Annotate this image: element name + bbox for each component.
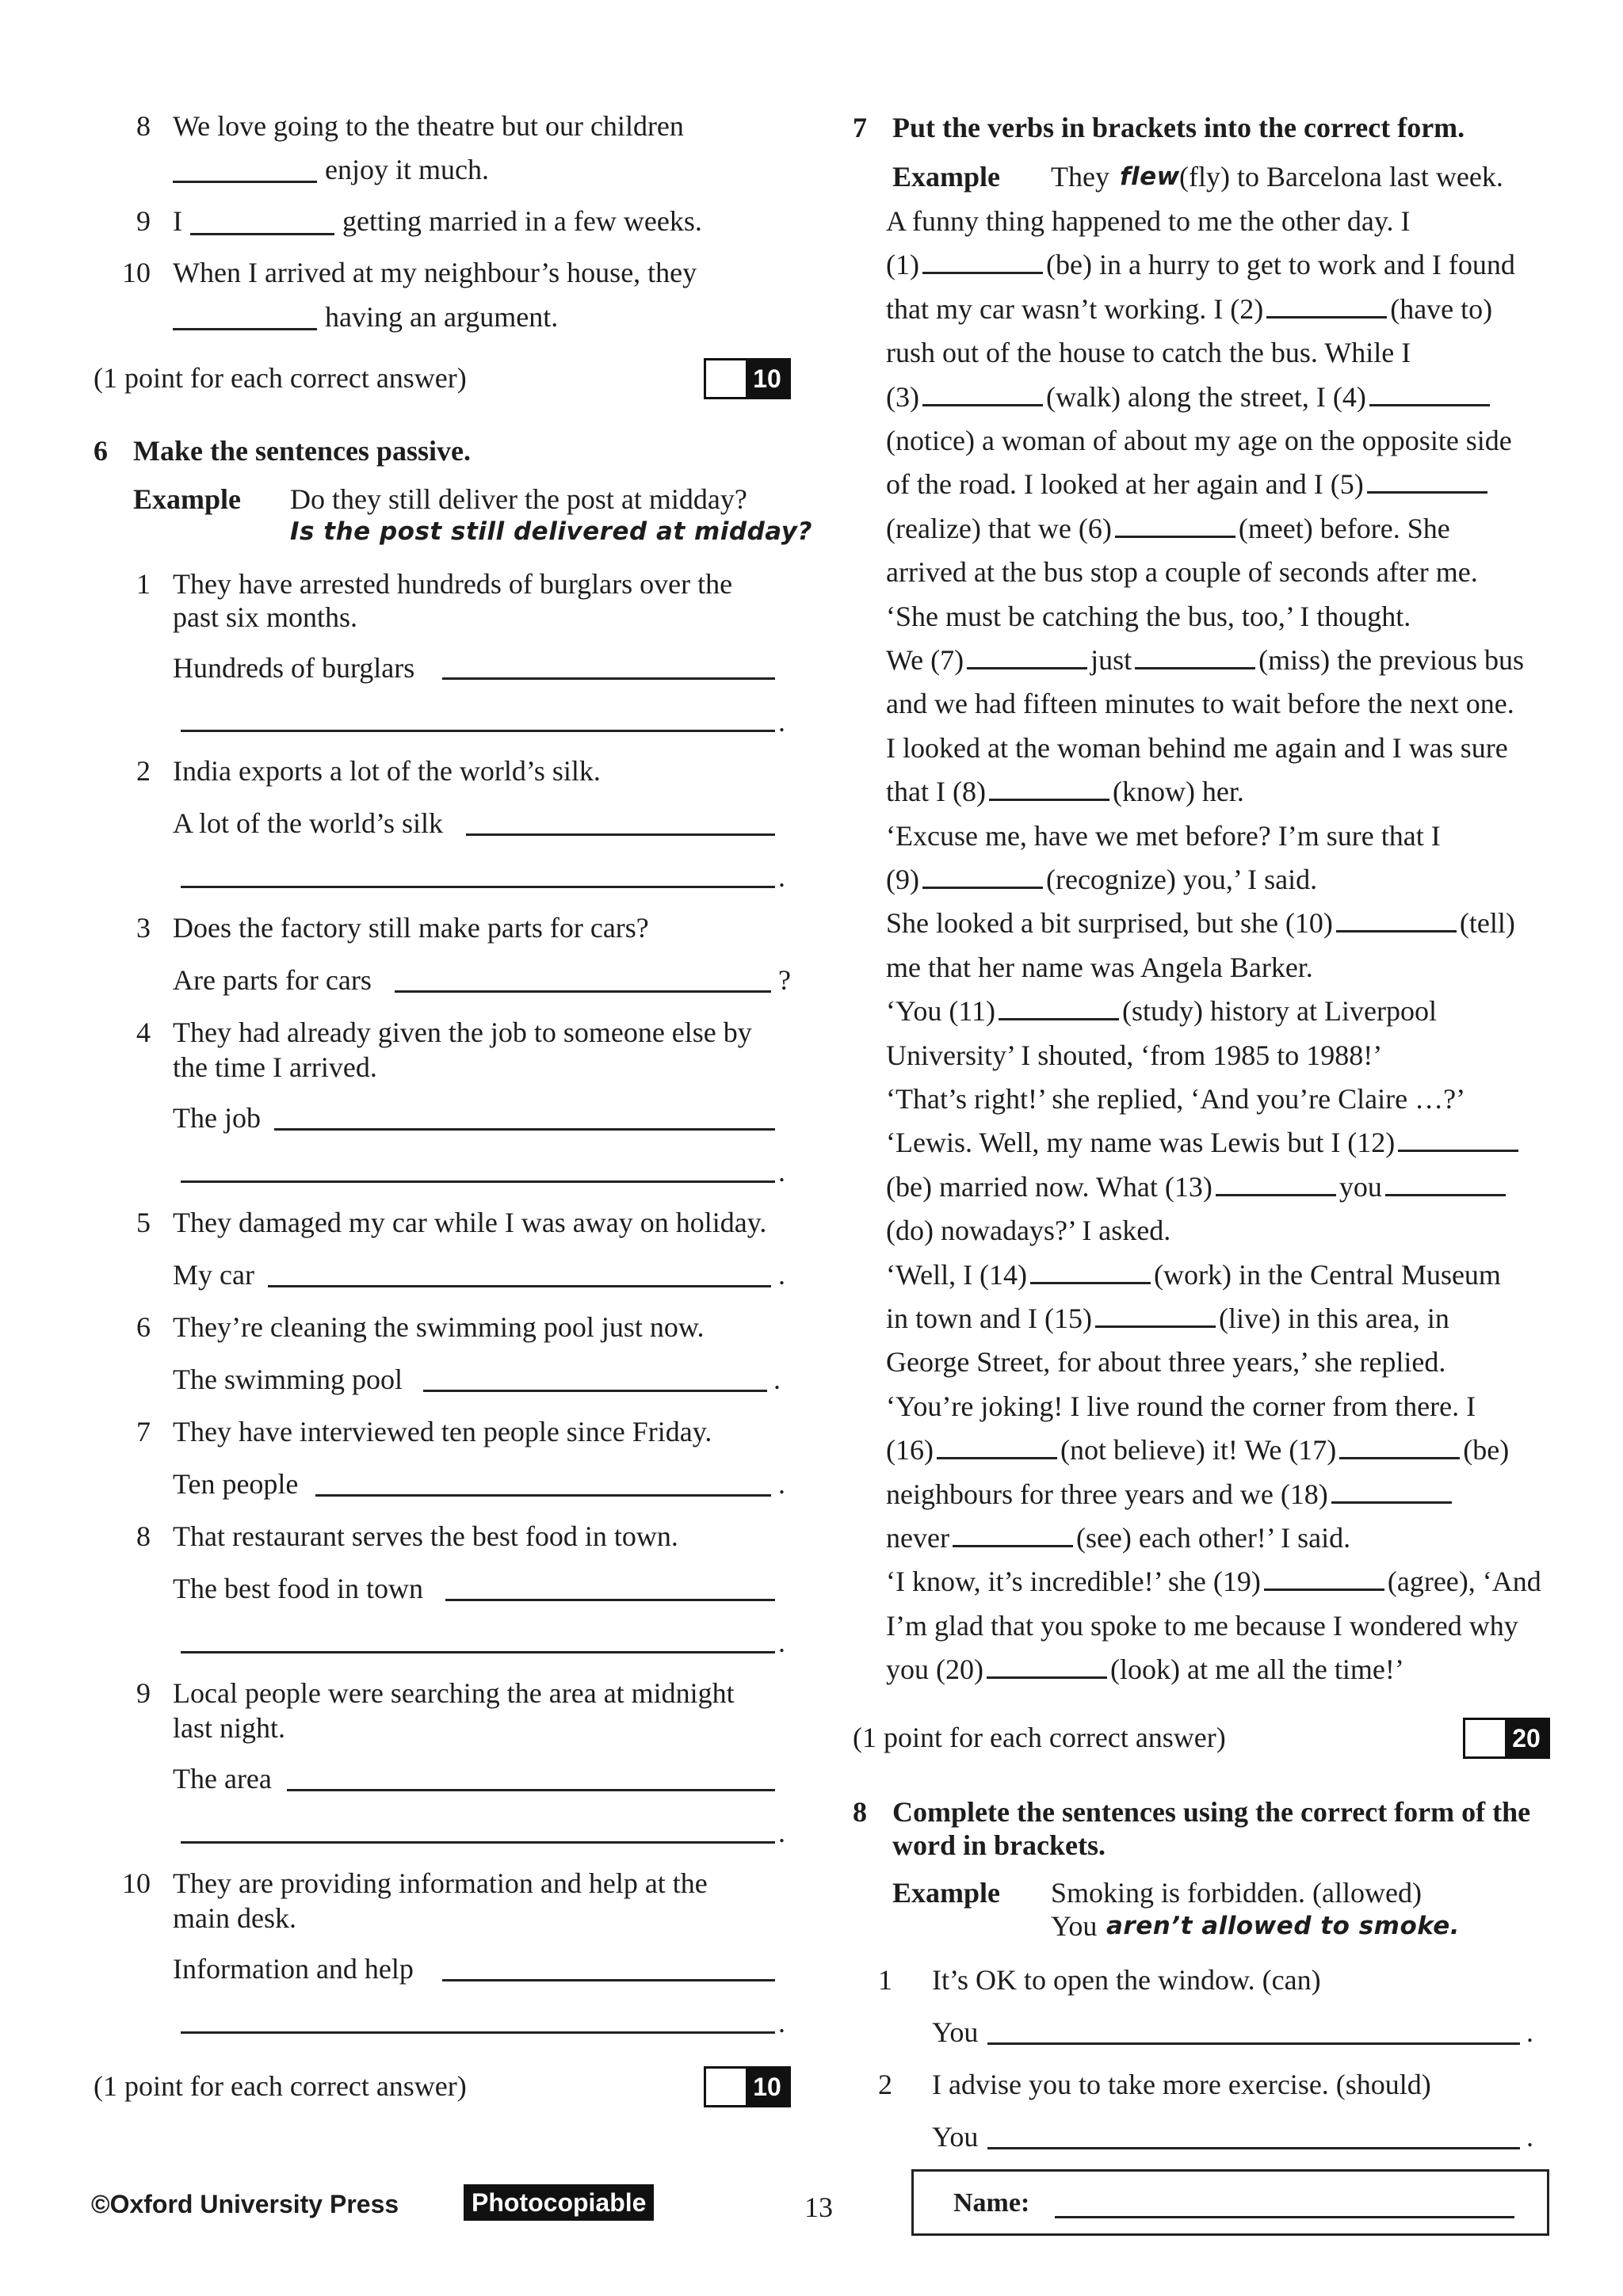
example-answer: aren’t allowed to smoke. <box>1106 1912 1461 1940</box>
copyright-text: ©Oxford University Press <box>91 2190 399 2218</box>
story-text-segment: George Street, for about three years,’ she replied. <box>886 1346 1446 1379</box>
story-text-segment: ‘You (11) <box>886 995 996 1028</box>
story-text-segment: (walk) along the street, I (4) <box>1045 380 1366 413</box>
answer-end: . <box>778 1468 785 1500</box>
story-line <box>886 1565 1541 1599</box>
points-note: (1 point for each correct answer) <box>94 362 467 394</box>
item-question: They have arrested hundreds of burglars over the <box>173 568 733 600</box>
answer-start: Information and help <box>173 1953 414 1985</box>
story-text-segment: (do) nowadays?’ I asked. <box>886 1215 1171 1247</box>
item-number: 7 <box>136 1416 151 1447</box>
example-text: Do they still deliver the post at midday? <box>290 483 747 515</box>
story-text-segment: (meet) before. She <box>1238 512 1450 544</box>
story-line <box>886 512 1450 546</box>
answer-gap[interactable] <box>967 645 1087 669</box>
story-text-segment: (3) <box>886 380 919 413</box>
answer-end: . <box>778 1817 785 1848</box>
item-number: 10 <box>122 1867 151 1899</box>
story-text-segment: I’m glad that you spoke to me because I wondered why <box>886 1609 1518 1642</box>
story-line <box>886 380 1493 414</box>
story-line <box>886 1039 1382 1073</box>
answer-gap[interactable] <box>989 776 1109 801</box>
answer-end: . <box>778 1627 785 1658</box>
answer-line[interactable] <box>181 730 775 732</box>
story-line <box>886 951 1313 985</box>
answer-line[interactable] <box>395 990 771 993</box>
story-line <box>886 643 1524 677</box>
item-number: 1 <box>878 1964 892 1996</box>
answer-gap[interactable] <box>1336 908 1457 933</box>
story-line <box>886 1609 1518 1643</box>
item-question-cont: past six months. <box>173 601 358 633</box>
story-text-segment: University’ I shouted, ‘from 1985 to 1988!’ <box>886 1039 1383 1071</box>
story-text-segment: (agree), ‘And <box>1387 1566 1541 1598</box>
story-line <box>886 1345 1445 1379</box>
score-box <box>1463 1718 1550 1759</box>
example-label: Example <box>892 161 1001 193</box>
item-question: That restaurant serves the best food in town. <box>173 1520 678 1552</box>
example-answer: flew <box>1120 162 1180 191</box>
story-text-segment: in town and I (15) <box>886 1302 1092 1334</box>
story-text-segment: just <box>1090 644 1132 676</box>
answer-end: . <box>778 1259 785 1291</box>
item-text: We love going to the theatre but our children <box>173 110 684 142</box>
story-text-segment: (tell) <box>1459 907 1515 940</box>
story-text-segment: that my car wasn’t working. I (2) <box>886 292 1264 325</box>
answer-line[interactable] <box>181 1841 775 1844</box>
answer-gap[interactable] <box>987 1654 1107 1679</box>
story-text-segment: ‘Well, I (14) <box>886 1258 1028 1291</box>
answer-start: The area <box>173 1763 272 1794</box>
story-text-segment: ‘That’s right!’ she replied, ‘And you’re Claire …?’ <box>886 1083 1466 1115</box>
example-pre: They <box>1051 161 1109 193</box>
item-question-cont: the time I arrived. <box>173 1051 377 1083</box>
item-number: 3 <box>136 912 151 944</box>
answer-start: You <box>932 2016 979 2048</box>
answer-line[interactable] <box>181 1180 775 1183</box>
story-text-segment: of the road. I looked at her again and I (5) <box>886 468 1364 501</box>
example-post: (fly) to Barcelona last week. <box>1179 161 1503 193</box>
story-line <box>886 819 1441 853</box>
story-line <box>886 1126 1522 1160</box>
story-text-segment: (16) <box>886 1434 934 1466</box>
answer-gap[interactable] <box>1115 513 1235 538</box>
story-text-segment: (be) <box>1463 1434 1510 1466</box>
story-text-segment: you <box>1338 1170 1382 1203</box>
item-text: When I arrived at my neighbour’s house, they <box>173 257 697 288</box>
story-text-segment: We (7) <box>886 644 964 676</box>
story-line <box>886 775 1244 809</box>
story-text-segment: (study) history at Liverpool <box>1122 995 1437 1028</box>
answer-end: . <box>1526 2016 1533 2048</box>
story-text-segment: (have to) <box>1390 292 1493 325</box>
example-label: Example <box>892 1877 1001 1909</box>
section-title: Make the sentences passive. <box>133 435 471 467</box>
story-text-segment: (know) her. <box>1112 776 1244 808</box>
item-question-cont: last night. <box>173 1712 285 1744</box>
answer-line[interactable] <box>181 1651 775 1653</box>
story-line <box>886 1433 1509 1467</box>
answer-line[interactable] <box>466 833 775 836</box>
answer-line[interactable] <box>274 1128 775 1131</box>
story-text-segment: (realize) that we (6) <box>886 512 1112 544</box>
story-line <box>886 1390 1476 1424</box>
item-text: having an argument. <box>325 301 559 333</box>
answer-line[interactable] <box>181 886 775 888</box>
story-line <box>886 863 1317 897</box>
section-title-cont: word in brackets. <box>892 1829 1106 1861</box>
answer-gap[interactable] <box>1030 1260 1151 1284</box>
item-text: enjoy it much. <box>325 154 489 185</box>
answer-end: . <box>773 1363 781 1395</box>
answer-gap[interactable] <box>1264 1566 1384 1591</box>
section-title: Complete the sentences using the correct form of the <box>892 1796 1531 1828</box>
answer-end: . <box>778 2007 785 2039</box>
story-line <box>886 600 1411 634</box>
story-line <box>886 248 1515 282</box>
item-question: They have interviewed ten people since Friday. <box>173 1416 712 1447</box>
story-line <box>886 1478 1455 1512</box>
item-number: 6 <box>136 1311 151 1343</box>
item-number: 1 <box>136 568 151 600</box>
story-text-segment: and we had fifteen minutes to wait before the next one. <box>886 688 1514 720</box>
example-answer: Is the post still delivered at midday? <box>290 517 812 546</box>
score-box <box>704 2066 791 2107</box>
story-line <box>886 555 1478 589</box>
section-number: 8 <box>853 1796 867 1828</box>
item-number: 8 <box>136 1520 151 1552</box>
answer-gap[interactable] <box>922 382 1043 406</box>
answer-start: The swimming pool <box>173 1363 403 1395</box>
item-question: Does the factory still make parts for cars? <box>173 912 649 944</box>
story-text-segment: (be) in a hurry to get to work and I found <box>1045 249 1515 281</box>
answer-line[interactable] <box>442 677 775 680</box>
answer-start: A lot of the world’s silk <box>173 807 443 839</box>
story-text-segment: (look) at me all the time!’ <box>1109 1653 1404 1686</box>
answer-gap[interactable] <box>1339 1435 1460 1459</box>
story-text-segment: I looked at the woman behind me again and I was sure <box>886 731 1508 764</box>
answer-gap[interactable] <box>1331 1479 1452 1504</box>
story-text-segment: that I (8) <box>886 776 986 808</box>
item-number: 8 <box>136 110 151 142</box>
item-question: They are providing information and help at the <box>173 1867 708 1899</box>
story-text-segment: (work) in the Central Museum <box>1154 1258 1501 1291</box>
story-line <box>886 906 1515 940</box>
answer-gap[interactable] <box>1216 1172 1336 1196</box>
story-text-segment: (live) in this area, in <box>1218 1302 1449 1334</box>
points-note: (1 point for each correct answer) <box>94 2070 467 2102</box>
answer-line[interactable] <box>181 2031 775 2034</box>
story-line <box>886 1214 1170 1248</box>
example-label: Example <box>133 483 242 515</box>
answer-gap[interactable] <box>999 996 1119 1020</box>
photocopiable-badge: Photocopiable <box>464 2184 654 2221</box>
answer-gap[interactable] <box>922 864 1043 889</box>
story-text-segment: (be) married now. What (13) <box>886 1170 1212 1203</box>
answer-gap[interactable] <box>1095 1303 1216 1328</box>
story-line <box>886 1653 1404 1687</box>
name-label: Name: <box>953 2188 1030 2218</box>
item-number: 2 <box>878 2069 892 2100</box>
answer-start: Hundreds of burglars <box>173 652 415 684</box>
story-line <box>886 336 1411 370</box>
points-note: (1 point for each correct answer) <box>853 1722 1226 1753</box>
answer-gap[interactable] <box>1385 1172 1506 1196</box>
score-box <box>704 358 791 399</box>
answer-line[interactable] <box>442 1979 775 1981</box>
story-line <box>886 1258 1501 1292</box>
answer-gap[interactable] <box>1135 645 1255 669</box>
story-line <box>886 467 1491 502</box>
answer-gap[interactable] <box>1369 382 1490 406</box>
story-text-segment: never <box>886 1522 949 1554</box>
answer-start: The job <box>173 1102 261 1134</box>
answer-end: . <box>778 861 785 893</box>
item-number: 9 <box>136 205 151 237</box>
story-text-segment: (notice) a woman of about my age on the opposite side <box>886 425 1512 456</box>
name-field[interactable] <box>1055 2216 1514 2218</box>
item-number: 4 <box>136 1016 151 1048</box>
answer-end: . <box>1526 2121 1533 2153</box>
story-line <box>886 1521 1350 1555</box>
story-text-segment: (see) each other!’ I said. <box>1075 1522 1351 1554</box>
answer-end: ? <box>778 964 791 996</box>
answer-start: Are parts for cars <box>173 964 372 996</box>
answer-blank[interactable] <box>173 181 317 183</box>
story-text-segment: ‘I know, it’s incredible!’ she (19) <box>886 1566 1261 1598</box>
answer-gap[interactable] <box>937 1435 1057 1459</box>
item-number: 10 <box>122 257 151 288</box>
item-question: India exports a lot of the world’s silk. <box>173 755 601 787</box>
story-text-segment: She looked a bit surprised, but she (10) <box>886 907 1333 940</box>
item-number: 2 <box>136 755 151 787</box>
story-text-segment: arrived at the bus stop a couple of seconds after me. <box>886 556 1478 589</box>
item-question: It’s OK to open the window. (can) <box>932 1964 1321 1996</box>
answer-start: You <box>932 2121 979 2153</box>
answer-gap[interactable] <box>1398 1127 1518 1152</box>
answer-line[interactable] <box>423 1390 767 1392</box>
page-number: 13 <box>804 2191 833 2223</box>
story-text-segment: (miss) the previous bus <box>1258 644 1525 676</box>
answer-end: . <box>778 1156 785 1188</box>
item-text: getting married in a few weeks. <box>342 205 702 237</box>
answer-line[interactable] <box>268 1285 771 1287</box>
story-line <box>886 292 1492 326</box>
answer-blank[interactable] <box>190 233 334 235</box>
answer-gap[interactable] <box>1367 469 1487 494</box>
answer-start: Ten people <box>173 1468 299 1500</box>
answer-line[interactable] <box>987 2042 1520 2045</box>
item-question: I advise you to take more exercise. (should) <box>932 2069 1431 2100</box>
answer-line[interactable] <box>987 2147 1520 2149</box>
story-line <box>886 1170 1509 1204</box>
story-text-segment: (not believe) it! We (17) <box>1060 1434 1337 1466</box>
story-line <box>886 1302 1449 1336</box>
item-question-cont: main desk. <box>173 1902 296 1934</box>
story-text-segment: ‘You’re joking! I live round the corner from there. I <box>886 1390 1476 1422</box>
story-line <box>886 731 1508 765</box>
story-text-segment: ‘She must be catching the bus, too,’ I thought. <box>886 600 1411 632</box>
score-value: 10 <box>746 2069 789 2105</box>
story-line <box>886 1082 1465 1116</box>
answer-gap[interactable] <box>1266 294 1387 318</box>
answer-end: . <box>778 706 785 738</box>
story-text-segment: me that her name was Angela Barker. <box>886 951 1313 983</box>
item-question: They’re cleaning the swimming pool just now. <box>173 1311 705 1343</box>
answer-line[interactable] <box>445 1599 775 1601</box>
story-text-segment: rush out of the house to catch the bus. While I <box>886 337 1411 369</box>
answer-line[interactable] <box>315 1494 771 1497</box>
item-question: They damaged my car while I was away on holiday. <box>173 1207 767 1238</box>
story-text-segment: neighbours for three years and we (18) <box>886 1478 1328 1510</box>
section-number: 7 <box>853 112 867 143</box>
answer-blank[interactable] <box>173 328 317 330</box>
section-number: 6 <box>94 435 108 467</box>
story-text-segment: ‘Excuse me, have we met before? I’m sure that I <box>886 819 1441 852</box>
story-text-segment: A funny thing happened to me the other day. I <box>886 205 1411 237</box>
item-question: Local people were searching the area at midnight <box>173 1677 735 1709</box>
item-question: They had already given the job to someone else by <box>173 1016 752 1048</box>
answer-line[interactable] <box>287 1789 775 1791</box>
item-text: I <box>173 205 182 237</box>
item-number: 9 <box>136 1677 151 1709</box>
section-title: Put the verbs in brackets into the correct form. <box>892 112 1465 143</box>
answer-gap[interactable] <box>953 1523 1073 1547</box>
story-line <box>886 424 1512 458</box>
example-pre: You <box>1051 1910 1098 1942</box>
story-line <box>886 204 1411 238</box>
score-value: 20 <box>1505 1720 1548 1756</box>
answer-gap[interactable] <box>922 250 1043 274</box>
story-text-segment: ‘Lewis. Well, my name was Lewis but I (12) <box>886 1127 1396 1159</box>
story-text-segment: (9) <box>886 864 919 895</box>
story-line <box>886 994 1437 1028</box>
score-value: 10 <box>746 360 789 397</box>
example-text: Smoking is forbidden. (allowed) <box>1051 1877 1422 1909</box>
name-box <box>911 2169 1549 2236</box>
answer-start: The best food in town <box>173 1573 423 1604</box>
story-text-segment: (1) <box>886 249 919 281</box>
story-line <box>886 687 1514 721</box>
item-number: 5 <box>136 1207 151 1238</box>
answer-start: My car <box>173 1259 254 1291</box>
story-text-segment: (recognize) you,’ I said. <box>1045 864 1318 895</box>
story-text-segment: you (20) <box>886 1653 983 1686</box>
